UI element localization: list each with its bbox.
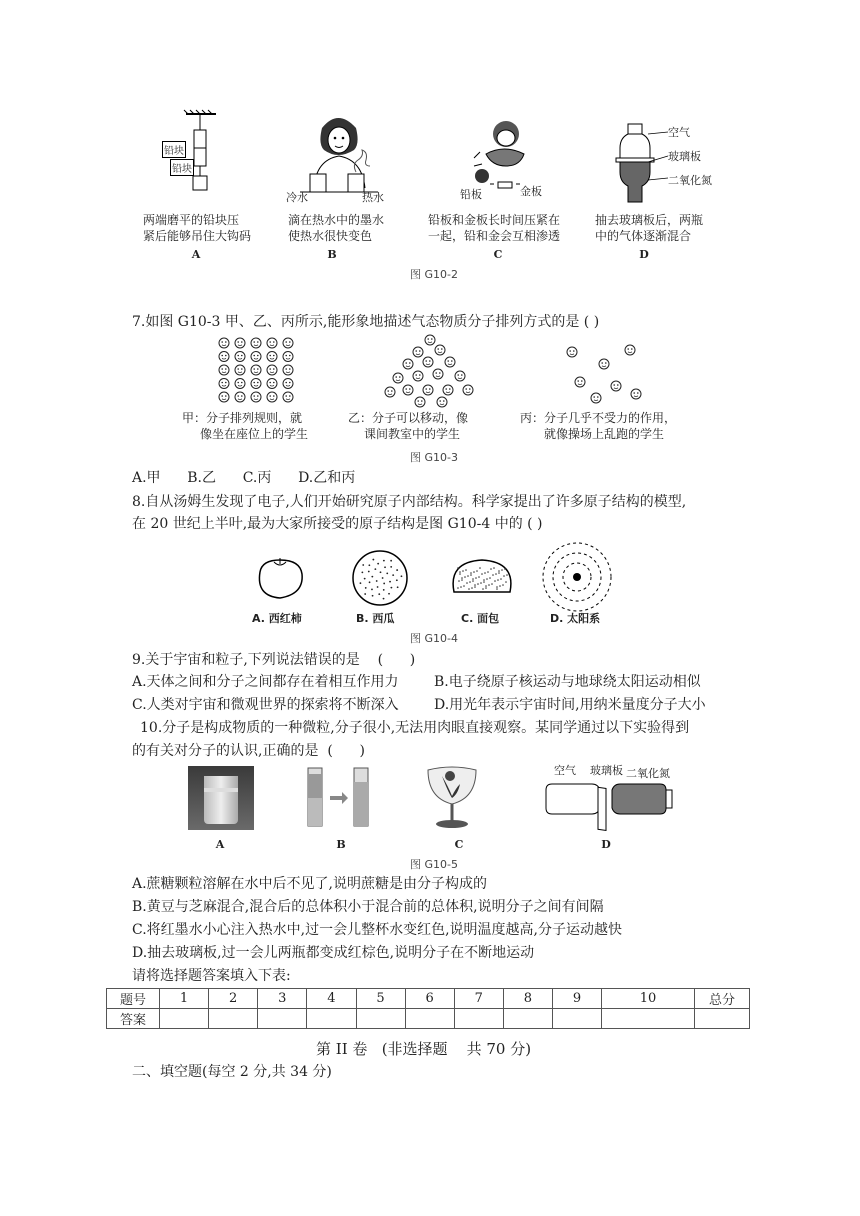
- section-2-title: 第 II 卷 (非选择题 共 70 分): [316, 1040, 532, 1058]
- molecule-solid: [235, 352, 245, 362]
- molecule-liquid: [455, 371, 465, 381]
- molecule-solid: [251, 379, 261, 389]
- molecule-liquid: [403, 359, 413, 369]
- photo-glass-of-water: [188, 766, 254, 830]
- label-hot-water: 热水: [362, 191, 384, 204]
- molecule-solid: [283, 392, 293, 402]
- q9-option-d: D.用光年表示宇宙时间,用纳米量度分子大小: [434, 697, 706, 713]
- answer-cell[interactable]: [405, 1009, 454, 1029]
- figure-caption-g10-5: 图 G10-5: [410, 858, 458, 871]
- molecule-solid: [235, 338, 245, 348]
- label-lead-block-2: 铅块: [170, 159, 194, 176]
- answer-cell[interactable]: [553, 1009, 602, 1029]
- q10-option-c: C.将红墨水小心注入热水中,过一会儿整杯水变红色,说明温度越高,分子运动越快: [132, 922, 623, 938]
- watermelon-model: [350, 548, 410, 608]
- molecule-liquid: [437, 397, 447, 407]
- q7-yi-desc-1: 乙：分子可以移动，像: [348, 411, 469, 425]
- molecule-solid: [235, 392, 245, 402]
- molecule-liquid: [445, 357, 455, 367]
- table-number-cell: 1: [160, 989, 209, 1009]
- molecule-solid: [235, 379, 245, 389]
- molecule-liquid: [413, 347, 423, 357]
- q10-label-glass: 玻璃板: [590, 764, 623, 777]
- molecule-solid: [251, 338, 261, 348]
- fig-c-desc-1: 铅板和金板长时间压紧在: [428, 213, 561, 227]
- molecule-solid: [283, 365, 293, 375]
- q7-jia-desc-1: 甲：分子排列规则，就: [182, 411, 303, 425]
- molecule-scatter-gas: [560, 344, 644, 404]
- q8-stem-1: 8.自从汤姆生发现了电子,人们开始研究原子内部结构。科学家提出了许多原子结构的模型,: [132, 494, 687, 510]
- q10-label-no2: 二氧化氮: [626, 767, 670, 780]
- label-lead-block-1: 铅块: [162, 141, 186, 158]
- solar-system-model: [540, 540, 614, 614]
- q10-fig-d-letter: D: [601, 838, 611, 851]
- figure-caption-g10-4: 图 G10-4: [410, 632, 458, 645]
- q8-label-c: C. 面包: [461, 612, 500, 625]
- table-number-cell: 3: [258, 989, 307, 1009]
- molecule-liquid: [415, 397, 425, 407]
- table-instruction: 请将选择题答案填入下表:: [132, 968, 291, 984]
- molecule-gas: [631, 389, 641, 399]
- q8-label-b: B. 西瓜: [356, 612, 395, 625]
- molecule-liquid: [435, 345, 445, 355]
- q8-label-d: D. 太阳系: [550, 612, 601, 625]
- molecule-gas: [575, 377, 585, 387]
- q10-stem-1: 10.分子是构成物质的一种微粒,分子很小,无法用肉眼直接观察。某同学通过以下实验得到: [140, 720, 690, 736]
- table-number-cell: 8: [503, 989, 552, 1009]
- molecule-solid: [283, 338, 293, 348]
- molecule-solid: [267, 392, 277, 402]
- table-number-cell: 7: [454, 989, 503, 1009]
- fig-b-desc-2: 使热水很快变色: [288, 229, 373, 243]
- tomato-model: [256, 556, 306, 602]
- q7-stem: 7.如图 G10-3 甲、乙、丙所示,能形象地描述气态物质分子排列方式的是 ( ): [132, 314, 600, 330]
- q10-option-d: D.抽去玻璃板,过一会儿两瓶都变成红棕色,说明分子在不断地运动: [132, 945, 535, 961]
- table-head-total: 总分: [695, 989, 750, 1009]
- q7-options: A.甲 B.乙 C.丙 D.乙和丙: [132, 470, 356, 486]
- molecule-cluster-liquid: [380, 334, 480, 408]
- fig-c-desc-2: 一起，铅和金会互相渗透: [428, 229, 561, 243]
- table-number-cell: 10: [602, 989, 695, 1009]
- molecule-solid: [267, 379, 277, 389]
- table-number-cell: 9: [553, 989, 602, 1009]
- molecule-solid: [235, 365, 245, 375]
- table-number-cell: 4: [307, 989, 356, 1009]
- label-lead-plate: 铅板: [460, 188, 482, 201]
- label-cold-water: 冷水: [286, 191, 308, 204]
- molecule-gas: [599, 359, 609, 369]
- label-glass-plate: 玻璃板: [668, 150, 701, 163]
- molecule-solid: [219, 379, 229, 389]
- q10-option-a: A.蔗糖颗粒溶解在水中后不见了,说明蔗糖是由分子构成的: [132, 876, 488, 892]
- q10-label-air: 空气: [554, 764, 576, 777]
- fig-a-desc-1: 两端磨平的铅块压: [143, 213, 240, 227]
- label-gold-plate: 金板: [520, 185, 542, 198]
- q7-jia-desc-2: 像坐在座位上的学生: [200, 427, 309, 441]
- molecule-liquid: [413, 371, 423, 381]
- table-number-cell: 6: [405, 989, 454, 1009]
- molecule-solid: [283, 352, 293, 362]
- q9-option-a: A.天体之间和分子之间都存在着相互作用力: [132, 674, 399, 690]
- molecule-solid: [219, 352, 229, 362]
- q9-stem: 9.关于宇宙和粒子,下列说法错误的是 ( ): [132, 652, 416, 668]
- label-air: 空气: [668, 126, 690, 139]
- molecule-liquid: [403, 385, 413, 395]
- table-head-number: 题号: [107, 989, 160, 1009]
- molecule-liquid: [423, 385, 433, 395]
- fig-a-desc-2: 紧后能够吊住大钩码: [143, 229, 252, 243]
- q10-fig-c-letter: C: [454, 838, 464, 851]
- molecule-liquid: [385, 387, 395, 397]
- molecule-solid: [251, 352, 261, 362]
- student-beakers-illustration: [300, 108, 380, 198]
- answer-table: [106, 988, 750, 1029]
- answer-cell[interactable]: [160, 1009, 209, 1029]
- label-no2: 二氧化氮: [668, 174, 712, 187]
- molecule-gas: [591, 393, 601, 403]
- molecule-liquid: [443, 385, 453, 395]
- molecule-gas: [567, 347, 577, 357]
- table-row-answers: [107, 1009, 750, 1029]
- q7-bing-desc-1: 丙：分子几乎不受力的作用，: [520, 411, 677, 425]
- answer-cell[interactable]: [454, 1009, 503, 1029]
- molecule-solid: [283, 379, 293, 389]
- fig-b-desc-1: 滴在热水中的墨水: [288, 213, 385, 227]
- test-tubes-illustration: [298, 768, 382, 830]
- molecule-solid: [219, 365, 229, 375]
- molecule-solid: [219, 392, 229, 402]
- table-number-cell: 2: [209, 989, 258, 1009]
- q8-stem-2: 在 20 世纪上半叶,最为大家所接受的原子结构是图 G10-4 中的 ( ): [132, 516, 543, 532]
- molecule-liquid: [423, 357, 433, 367]
- total-cell[interactable]: [695, 1009, 750, 1029]
- molecule-solid: [251, 365, 261, 375]
- fig-b-letter: B: [327, 248, 337, 261]
- answer-cell[interactable]: [307, 1009, 356, 1029]
- answer-cell[interactable]: [503, 1009, 552, 1029]
- bread-model: [450, 556, 514, 598]
- fig-d-letter: D: [639, 248, 649, 261]
- answer-cell[interactable]: [602, 1009, 695, 1029]
- q9-option-c: C.人类对宇宙和微观世界的探索将不断深入: [132, 697, 399, 713]
- figure-caption-g10-2: 图 G10-2: [410, 268, 458, 281]
- q7-yi-desc-2: 课间教室中的学生: [364, 427, 461, 441]
- fig-d-desc-2: 中的气体逐渐混合: [595, 229, 692, 243]
- molecule-solid: [267, 338, 277, 348]
- answer-cell[interactable]: [258, 1009, 307, 1029]
- fig-c-letter: C: [493, 248, 503, 261]
- q8-label-a: A. 西红柿: [252, 612, 302, 625]
- molecule-solid: [267, 352, 277, 362]
- molecule-liquid: [425, 335, 435, 345]
- q10-option-b: B.黄豆与芝麻混合,混合后的总体积小于混合前的总体积,说明分子之间有间隔: [132, 899, 604, 915]
- q10-fig-b-letter: B: [336, 838, 346, 851]
- q10-stem-2: 的有关对分子的认识,正确的是 ( ): [132, 743, 365, 759]
- q10-fig-a-letter: A: [215, 838, 225, 851]
- q9-option-b: B.电子绕原子核运动与地球绕太阳运动相似: [434, 674, 701, 690]
- figure-caption-g10-3: 图 G10-3: [410, 451, 458, 464]
- table-head-answer: 答案: [107, 1009, 160, 1029]
- ink-in-glass-illustration: [420, 766, 484, 832]
- table-number-cell: 5: [356, 989, 405, 1009]
- answer-cell[interactable]: [209, 1009, 258, 1029]
- molecule-gas: [611, 381, 621, 391]
- answer-cell[interactable]: [356, 1009, 405, 1029]
- molecule-liquid: [393, 373, 403, 383]
- table-row-numbers: [107, 989, 750, 1009]
- molecule-solid: [267, 365, 277, 375]
- molecule-grid-solid: [216, 336, 300, 406]
- fill-in-heading: 二、填空题(每空 2 分,共 34 分): [132, 1064, 332, 1080]
- molecule-liquid: [463, 385, 473, 395]
- molecule-gas: [625, 345, 635, 355]
- q7-bing-desc-2: 就像操场上乱跑的学生: [544, 427, 665, 441]
- molecule-liquid: [433, 369, 443, 379]
- fig-d-desc-1: 抽去玻璃板后，两瓶: [595, 213, 704, 227]
- molecule-solid: [251, 392, 261, 402]
- molecule-solid: [219, 338, 229, 348]
- fig-a-letter: A: [191, 248, 201, 261]
- horizontal-bottles-illustration: [546, 776, 676, 830]
